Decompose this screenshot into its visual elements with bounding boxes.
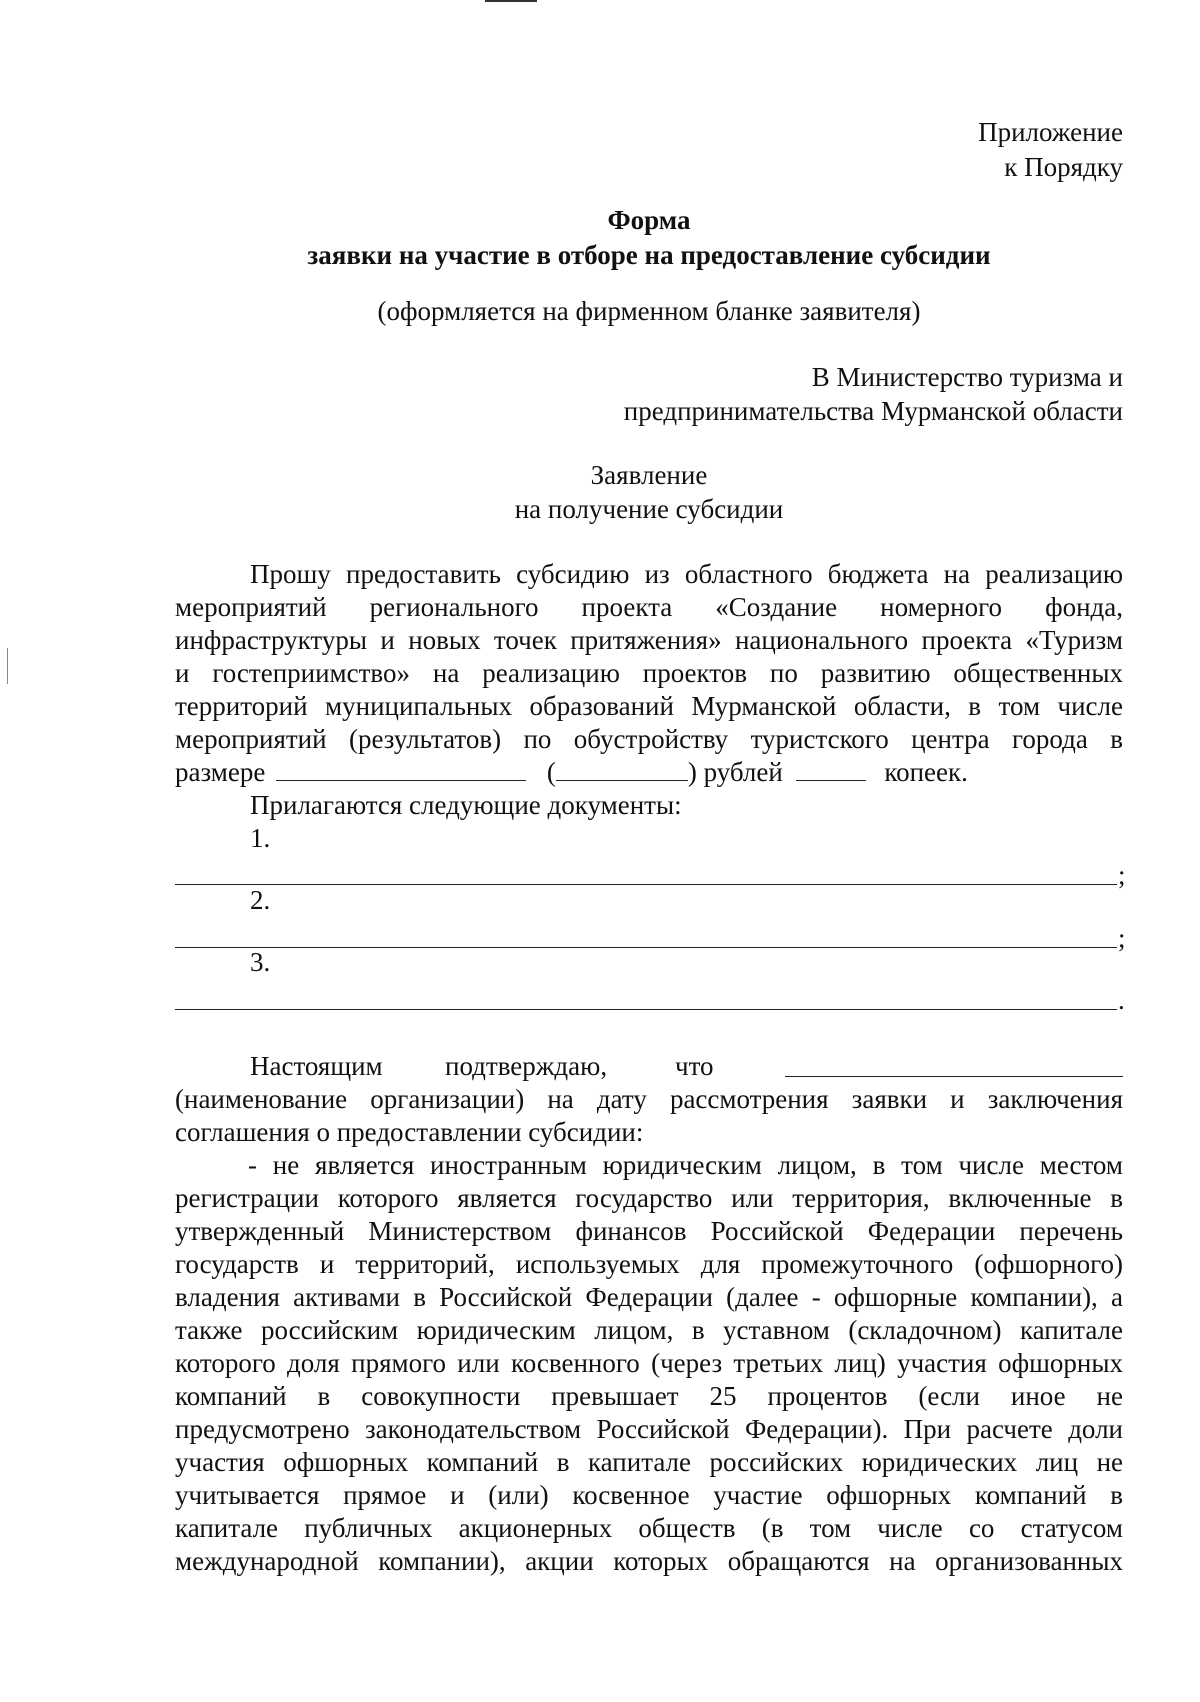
condition-line-3: утвержденный Министерством финансов Российской Федерации перечень [175, 1216, 1123, 1246]
condition-line-10: участия офшорных компаний в капитале российских юридических лиц не [175, 1447, 1123, 1477]
condition-line-13: международной компании), акции которых обращаются на организованных [175, 1546, 1123, 1576]
request-line-2: мероприятий регионального проекта «Создание номерного фонда, [175, 592, 1123, 622]
document-item-2-end: ; [1118, 923, 1126, 953]
form-title-line-2: заявки на участие в отборе на предоставление субсидии [307, 240, 991, 270]
request-line-1: Прошу предоставить субсидию из областного бюджета на реализацию [250, 559, 1123, 589]
document-item-3-number: 3. [250, 947, 271, 977]
amount-rubles-words-blank[interactable] [276, 758, 526, 781]
addressee-line-1: В Министерство туризма и [811, 362, 1123, 392]
document-item-2-number: 2. [250, 885, 271, 915]
document-item-3-end: . [1118, 985, 1125, 1015]
confirmation-line-2: (наименование организации) на дату рассмотрения заявки и заключения [175, 1084, 1123, 1114]
form-title-line-1: Форма [607, 205, 691, 235]
request-line-4: и гостеприимство» на реализацию проектов по развитию общественных [175, 658, 1123, 688]
amount-rubles-digits-blank[interactable] [556, 758, 688, 781]
document-item-1-end: ; [1118, 860, 1126, 890]
condition-line-7: которого доля прямого или косвенного (через третьих лиц) участия офшорных [175, 1348, 1123, 1378]
condition-line-4: государств и территорий, используемых для промежуточного (офшорного) [175, 1249, 1123, 1279]
condition-line-11: учитывается прямое и (или) косвенное участие офшорных компаний в [175, 1480, 1123, 1510]
confirmation-word-2: подтверждаю, [445, 1051, 608, 1081]
condition-line-8: компаний в совокупности превышает 25 процентов (если иное не [175, 1381, 1123, 1411]
condition-line-12: капитале публичных акционерных обществ (в том числе со статусом [175, 1513, 1123, 1543]
documents-intro: Прилагаются следующие документы: [250, 790, 682, 820]
left-scan-mark [7, 648, 8, 684]
document-item-1-number: 1. [250, 823, 271, 853]
request-line-5: территорий муниципальных образований Мурманской области, в том числе [175, 691, 1123, 721]
condition-line-9: предусмотрено законодательством Российской Федерации). При расчете доли [175, 1414, 1123, 1444]
organization-name-blank[interactable] [785, 1054, 1123, 1077]
condition-line-6: также российским юридическим лицом, в уставном (складочном) капитале [175, 1315, 1123, 1345]
confirmation-word-1: Настоящим [250, 1051, 383, 1081]
amount-line [175, 757, 1123, 787]
amount-rubles-label: ) рублей [687, 757, 783, 787]
addressee-line-2: предпринимательства Мурманской области [623, 396, 1123, 426]
form-note: (оформляется на фирменном бланке заявителя) [377, 296, 921, 326]
request-line-3: инфраструктуры и новых точек притяжения» национального проекта «Туризм [175, 625, 1123, 655]
amount-kopecks-label: копеек. [884, 757, 968, 787]
condition-line-5: владения активами в Российской Федерации (далее - офшорные компании), а [175, 1282, 1123, 1312]
statement-title-line-1: Заявление [590, 460, 708, 490]
request-line-6: мероприятий (результатов) по обустройству туристского центра города в [175, 724, 1123, 754]
confirmation-line-3: соглашения о предоставлении субсидии: [175, 1117, 644, 1147]
top-scan-mark [485, 0, 537, 2]
document-item-3-blank[interactable] [175, 1009, 1117, 1010]
annex-line-1: Приложение [978, 117, 1123, 147]
annex-line-2: к Порядку [1004, 152, 1123, 182]
condition-line-1: - не является иностранным юридическим лицом, в том числе местом [248, 1150, 1123, 1180]
amount-kopecks-blank[interactable] [796, 758, 866, 781]
condition-line-2: регистрации которого является государство или территория, включенные в [175, 1183, 1123, 1213]
amount-open-paren: ( [546, 757, 556, 787]
amount-prefix: размере [175, 757, 266, 787]
statement-title-line-2: на получение субсидии [514, 494, 784, 524]
confirmation-word-3: что [675, 1051, 714, 1081]
